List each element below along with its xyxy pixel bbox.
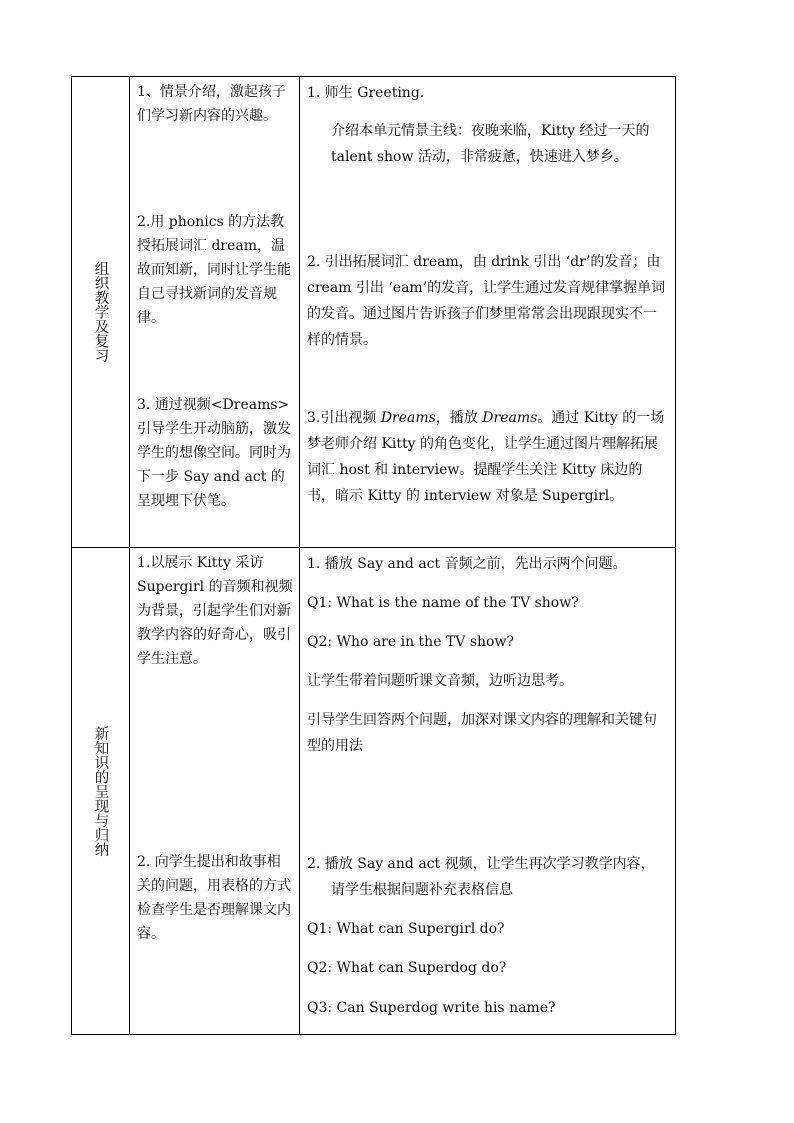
purpose-text: 1.以展示 Kitty 采访 Supergirl 的音频和视频为背景，引起学生们对新教学内容的好奇心，吸引学生注意。	[137, 555, 293, 667]
question-text: Q2: What can Superdog do?	[307, 960, 507, 976]
question-text: Q1: What can Supergirl do?	[307, 921, 505, 937]
activity-text: 2. 引出拓展词汇 dream，由 drink 引出 ‘dr’的发音；由 cream 引出 ‘eam’的发音，让学生通过发音规律掌握单词的发音。通过图片告诉孩子们梦里常常会出现跟现实不一样的情景。	[307, 254, 666, 348]
activity-cell	[300, 77, 676, 548]
stage-label: 组织教学及复习	[92, 261, 109, 363]
stage-cell	[72, 548, 130, 1035]
purpose-text: 3. 通过视频<Dreams>引导学生开动脑筋，激发学生的想像空间。同时为下一步 Say and act 的呈现埋下伏笔。	[137, 397, 291, 509]
table-row	[72, 548, 676, 1035]
lesson-plan-table	[71, 76, 676, 1035]
purpose-cell	[130, 77, 300, 548]
activity-heading: 2. 播放 Say and act 视频，让学生再次学习教学内容，请学生根据问题补充表格信息	[307, 856, 655, 898]
question-text: Q3: Can Superdog write his name?	[307, 1000, 556, 1016]
activity-text: 介绍本单元情景主线：夜晚来临，Kitty 经过一天的 talent show 活动，非常疲惫，快速进入梦乡。	[331, 123, 650, 165]
activity-text: 3.引出视频 Dreams，播放 Dreams。通过 Kitty 的一场梦老师介绍 Kitty 的角色变化，让学生通过图片理解拓展词汇 host 和 interview。提醒学生关注 Kitty 床边的书，暗示 Kitty 的 interview 对象是 Supergirl。	[307, 410, 665, 504]
purpose-text: 2.用 phonics 的方法教授拓展词汇 dream，温故而知新，同时让学生能自己寻找新词的发音规律。	[137, 214, 291, 326]
activity-heading: 1. 播放 Say and act 音频之前，先出示两个问题。	[307, 556, 627, 572]
purpose-text: 2. 向学生提出和故事相关的问题，用表格的方式检查学生是否理解课文内容。	[137, 854, 291, 942]
question-text: Q1: What is the name of the TV show?	[307, 595, 579, 611]
activity-text: 引导学生回答两个问题，加深对课文内容的理解和关键句型的用法	[307, 712, 657, 754]
stage-cell	[72, 77, 130, 548]
purpose-cell	[130, 548, 300, 1035]
activity-text: 让学生带着问题听课文音频，边听边思考。	[307, 673, 573, 689]
stage-label: 新知识的呈现与归纳	[92, 725, 109, 857]
question-text: Q2: Who are in the TV show?	[307, 634, 514, 650]
purpose-text: 1、情景介绍，激起孩子们学习新内容的兴趣。	[137, 84, 286, 124]
activity-cell	[300, 548, 676, 1035]
activity-heading: 1. 师生 Greeting.	[307, 85, 425, 101]
table-row	[72, 77, 676, 548]
